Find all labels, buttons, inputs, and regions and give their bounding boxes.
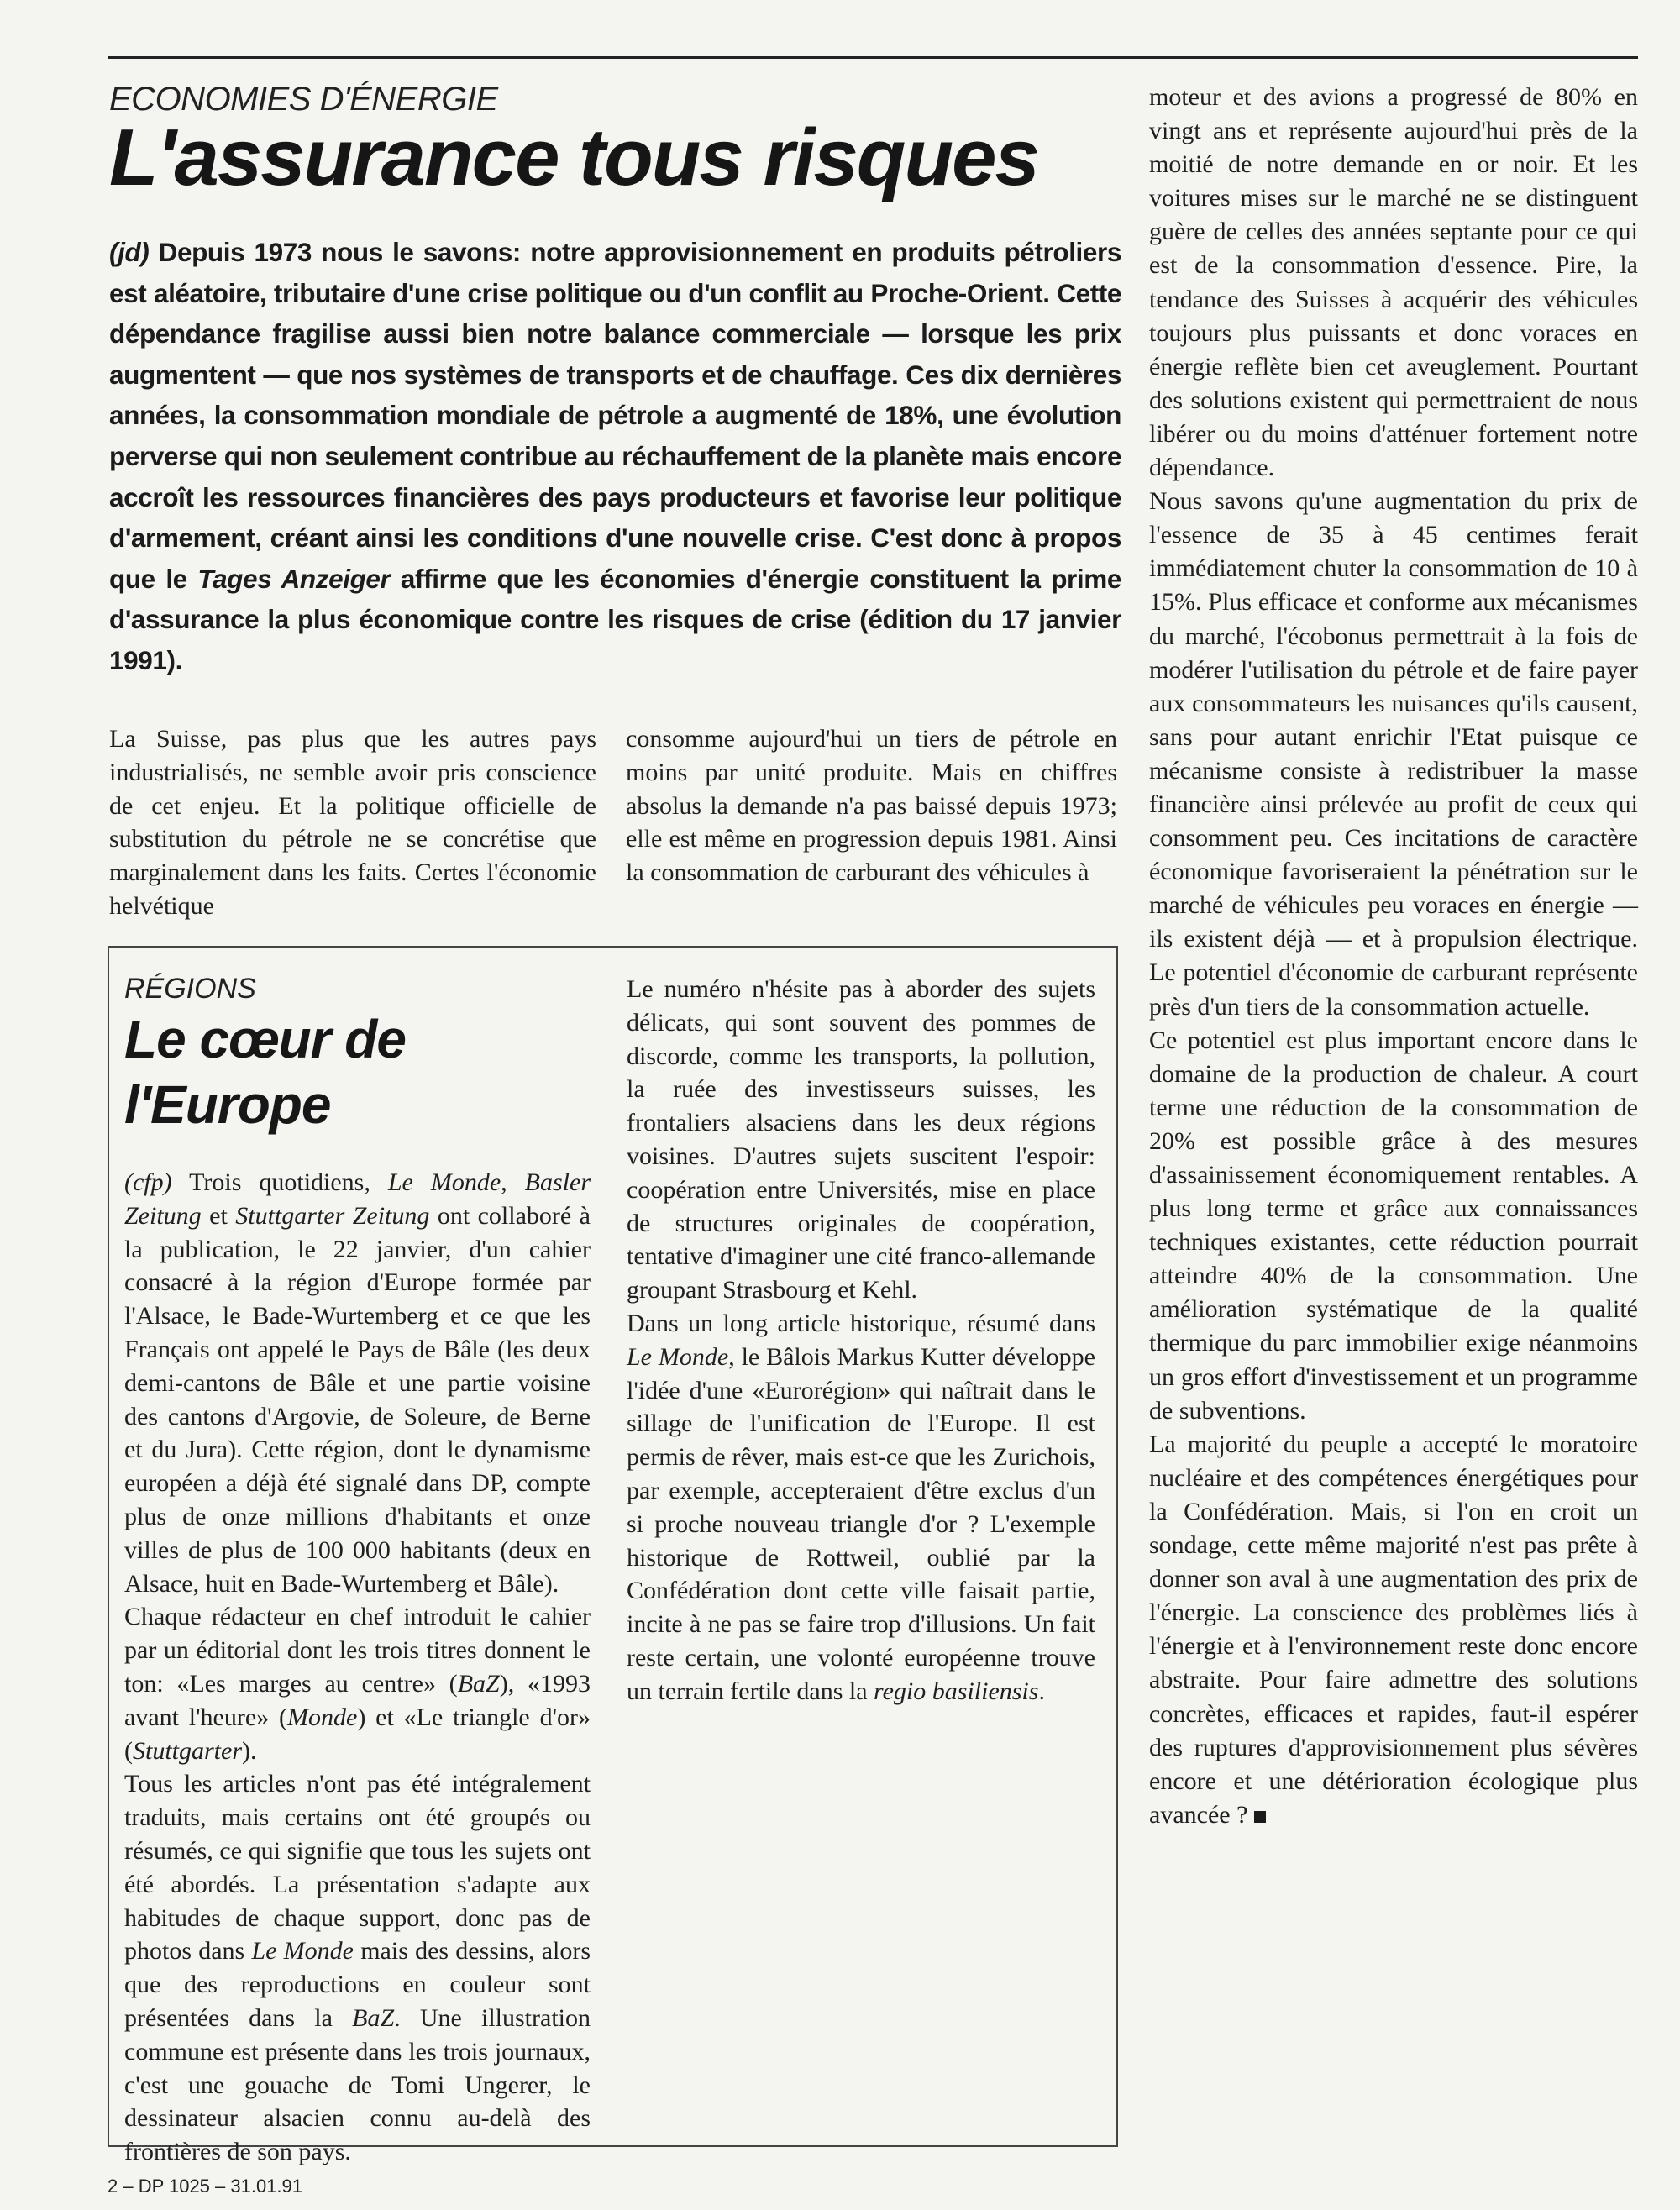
body-column-2 bbox=[626, 722, 1117, 890]
body-paragraph: Ce potentiel est plus important encore dans le domaine de la production de chaleur. A court terme une réduction de la consommation de 20% est possible grâce à des mesures d'assainissement économiquement rentables. A plus long terme et grâce aux connaissances techniques existantes, cette réduction pourrait atteindre 40% de la consommation. Une amélioration systématique de la qualité thermique du parc immobilier exige néanmoins un gros effort d'investissement et un programme de subventions. bbox=[1149, 1026, 1638, 1425]
body-paragraph-last: La majorité du peuple a accepté le moratoire nucléaire et des compétences énergétiques pour la Confédération. Mais, si l'on en croit un sondage, cette même majorité n'est pas prête à donner son aval à une augmentation des prix de l'énergie. La conscience des problèmes liés à l'énergie et à l'environnement reste donc encore abstraite. Pour faire admettre des solutions concrètes, efficaces et rapides, faut-il espérer des ruptures d'approvisionnement plus sévères encore et une détérioration écologique plus avancée ? bbox=[1149, 1430, 1638, 1829]
sidebar-box bbox=[108, 946, 1118, 2166]
end-mark-icon bbox=[1254, 1811, 1266, 1823]
body-paragraph: Nous savons qu'une augmentation du prix de l'essence de 35 à 45 centimes ferait immédiatement chuter la consommation de 10 à 15%. Plus efficace et conforme aux mécanismes du marché, l'écobonus permettrait à la fois de modérer l'utilisation du pétrole et de faire payer aux consommateurs les nuisances qu'ils causent, sans pour autant enrichir l'Etat puisque ce mécanisme consiste à redistribuer la masse financière ainsi prélevée au profit de ceux qui consomment peu. Ces incitations de caractère économique favoriseraient la pénétration sur le marché de véhicules peu voraces en énergie — ils existent déjà — et à propulsion électrique. Le potentiel d'économie de carburant représente près d'un tiers de la consommation actuelle. bbox=[1149, 487, 1638, 1021]
sidebar-title: Le cœur de l'Europe bbox=[124, 1009, 406, 1135]
article-kicker: ECONOMIES D'ÉNERGIE bbox=[109, 81, 498, 118]
page-footer: 2 – DP 1025 – 31.01.91 bbox=[108, 2176, 303, 2197]
sidebar-paragraph: Chaque rédacteur en chef introduit le cahier par un éditorial dont les trois titres donnent le ton: «Les marges au centre» (BaZ), «1993 avant l'heure» (Monde) et «Le triangle d'or» (Stuttgarter). bbox=[124, 1603, 591, 1765]
article-lede: (jd) Depuis 1973 nous le savons: notre approvisionnement en produits pétroliers est aléatoire, tributaire d'une crise politique ou d'un conflit au Proche-Orient. Cette dépendance fragilise aussi bien notre balance commerciale — lorsque les prix augmentent — que nos systèmes de transports et de chauffage. Ces dix dernières années, la consommation mondiale de pétrole a augmenté de 18%, une évolution perverse qui non seulement contribue au réchauffement de la planète mais encore accroît les ressources financières des pays producteurs et favorise leur politique d'armement, créant ainsi les conditions d'une nouvelle crise. C'est donc à propos que le Tages Anzeiger affirme que les économies d'énergie constituent la prime d'assurance la plus économique contre les risques de crise (édition du 17 janvier 1991). bbox=[109, 237, 1121, 675]
body-column-1 bbox=[109, 722, 596, 923]
article-headline: L'assurance tous risques bbox=[109, 113, 1038, 202]
sidebar-paragraph: (cfp) Trois quotidiens, Le Monde, Basler Zeitung et Stuttgarter Zeitung ont collaboré à la publication, le 22 janvier, d'un cahier consacré à la région d'Europe formée par l'Alsace, le Bade-Wurtemberg et ce que les Français ont appelé le Pays de Bâle (les deux demi-cantons de Bâle et une partie voisine des cantons d'Argovie, de Soleure, de Berne et du Jura). Cette région, dont le dynamisme européen a déjà été signalé dans DP, compte plus de onze millions d'habitants et onze villes de plus de 100 000 habitants (deux en Alsace, huit en Bade-Wurtemberg et Bâle). bbox=[124, 1168, 591, 1598]
body-paragraph: consomme aujourd'hui un tiers de pétrole en moins par unité produite. Mais en chiffres absolus la demande n'a pas baissé depuis 1973; elle est même en progression depuis 1981. Ainsi la consommation de carburant des véhicules à bbox=[626, 725, 1117, 887]
sidebar-paragraph: Le numéro n'hésite pas à aborder des sujets délicats, qui sont souvent des pommes de discorde, comme les transports, la pollution, la ruée des investisseurs suisses, les frontaliers alsaciens dans les deux régions voisines. D'autres sujets suscitent l'espoir: coopération entre Universités, mise en place de structures originales de coopération, tentative d'imaginer une cité franco-allemande groupant Strasbourg et Kehl. bbox=[627, 975, 1095, 1304]
body-column-3 bbox=[1149, 81, 1638, 1832]
sidebar-kicker: RÉGIONS bbox=[124, 973, 256, 1005]
sidebar-paragraph: Dans un long article historique, résumé dans Le Monde, le Bâlois Markus Kutter développe l'idée d'une «Eurorégion» qui naîtrait dans le sillage de l'unification de l'Europe. Il est permis de rêver, mais est-ce que les Zurichois, par exemple, accepteraient d'être exclus d'un si proche nouveau triangle d'or ? L'exemple historique de Rottweil, oublié par la Confédération dont cette ville faisait partie, incite à ne pas se faire trop d'illusions. Un fait reste certain, une volonté européenne trouve un terrain fertile dans la regio basiliensis. bbox=[627, 1309, 1095, 1705]
sidebar-column-2 bbox=[627, 973, 1095, 1709]
sidebar-column-1 bbox=[124, 1166, 591, 2169]
body-paragraph: moteur et des avions a progressé de 80% en vingt ans et représente aujourd'hui près de la moitié de notre demande en or noir. Et les voitures mises sur le marché ne se distinguent guère de celles des années septante pour ce qui est de la consommation d'essence. Pire, la tendance des Suisses à acquérir des véhicules toujours plus puissants et donc voraces en énergie reflète bien cet aveuglement. Pourtant des solutions existent qui permettraient de nous libérer ou du moins d'atténuer fortement notre dépendance. bbox=[1149, 83, 1638, 482]
top-rule bbox=[108, 56, 1638, 59]
body-paragraph: La Suisse, pas plus que les autres pays industrialisés, ne semble avoir pris conscience de cet enjeu. Et la politique officielle de substitution du pétrole ne se concrétise que marginalement dans les faits. Certes l'économie helvétique bbox=[109, 725, 596, 920]
lede-initials: (jd) bbox=[109, 237, 150, 267]
sidebar-paragraph: Tous les articles n'ont pas été intégralement traduits, mais certains ont été groupés ou résumés, ce qui signifie que tous les sujets ont été abordés. La présentation s'adapte aux habitudes de chaque support, donc pas de photos dans Le Monde mais des dessins, alors que des reproductions en couleur sont présentées dans la BaZ. Une illustration commune est présente dans les trois journaux, c'est une gouache de Tomi Ungerer, le dessinateur alsacien connu au-delà des frontières de son pays. bbox=[124, 1770, 591, 2166]
